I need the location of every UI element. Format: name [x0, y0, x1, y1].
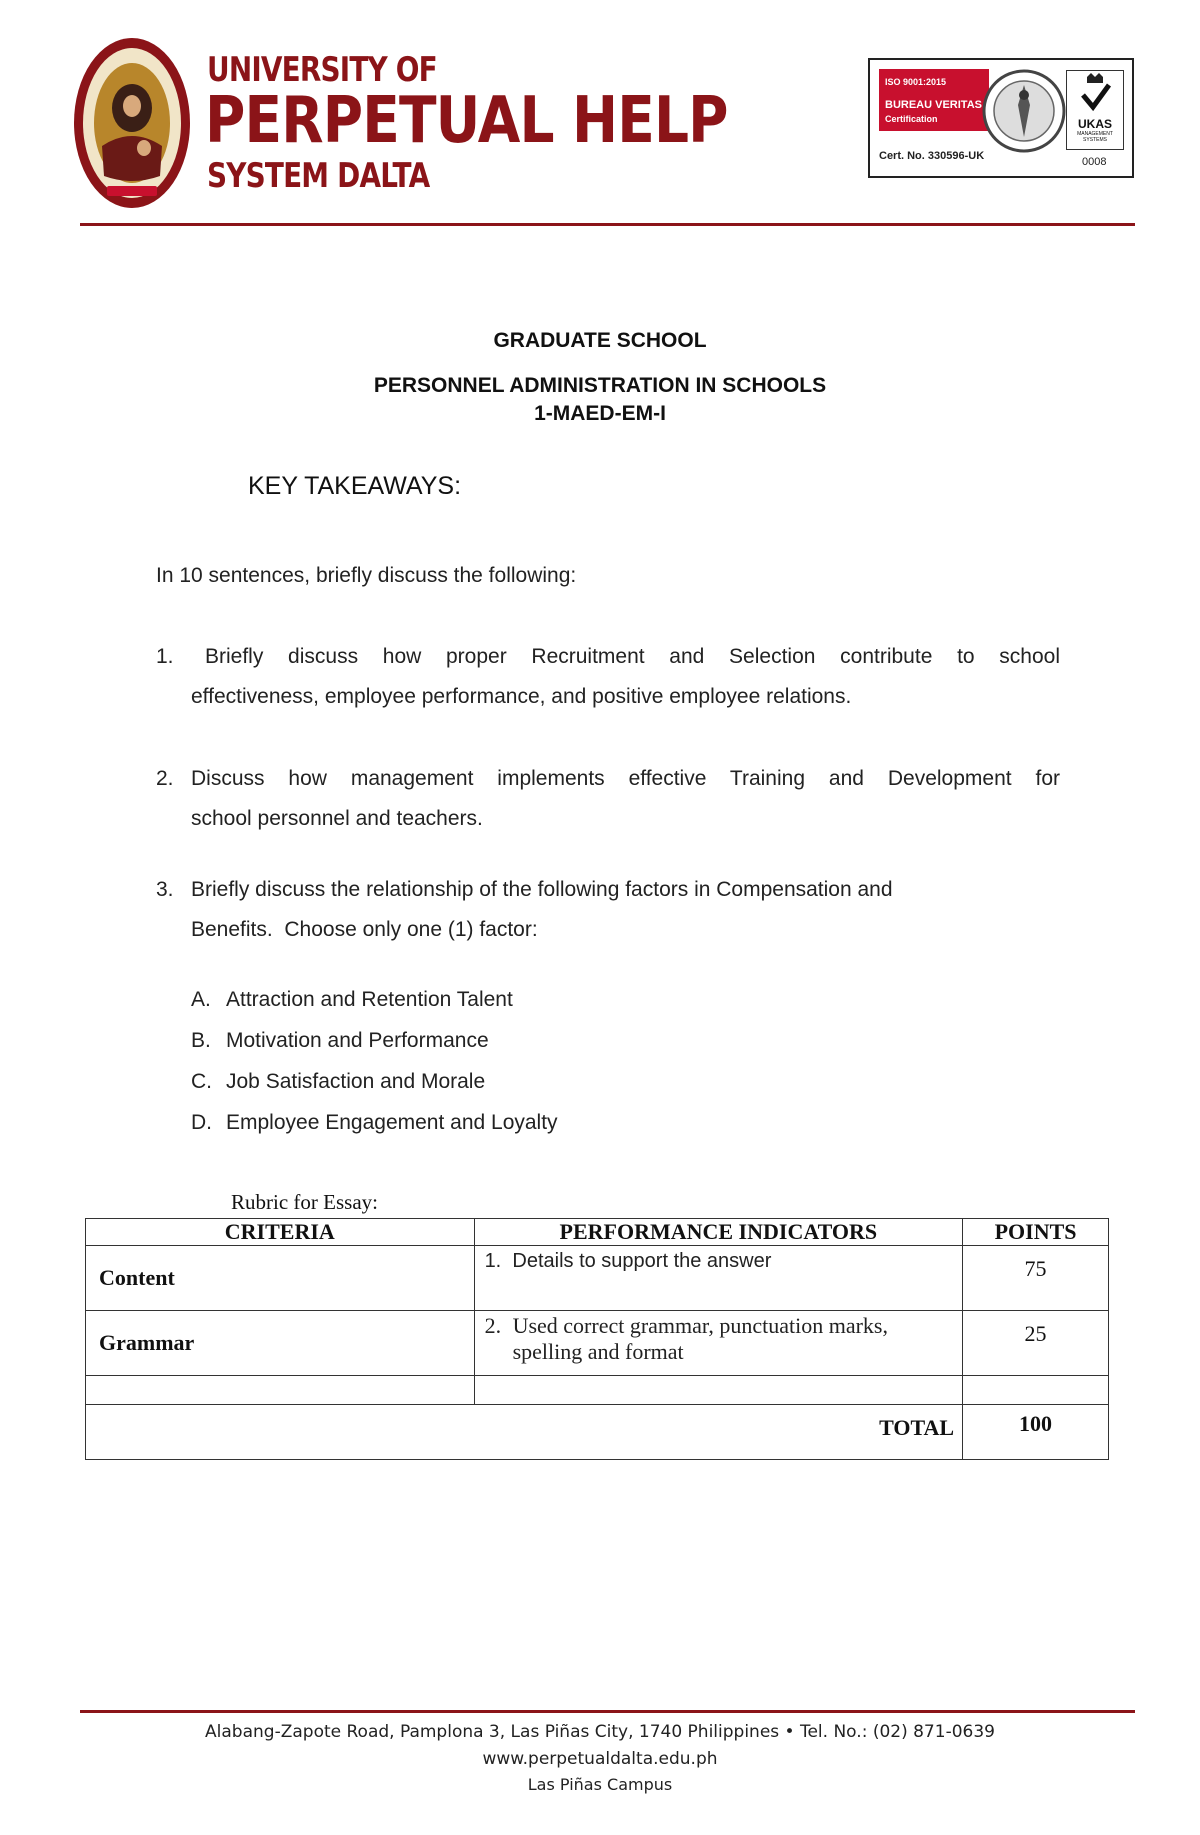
criteria-cell: Content — [86, 1246, 475, 1311]
empty-cell — [86, 1376, 475, 1405]
question-2-number: 2. — [156, 767, 174, 790]
indicator-cell — [474, 1311, 963, 1376]
factor-d-text: Employee Engagement and Loyalty — [226, 1111, 558, 1134]
ukas-crown-check-icon — [1067, 71, 1123, 115]
total-label: TOTAL — [86, 1405, 963, 1460]
iso-certification-badge — [868, 58, 1134, 178]
question-3-number: 3. — [156, 878, 174, 901]
points-header: POINTS — [963, 1219, 1109, 1246]
certification-label: Certification — [885, 114, 938, 124]
indicator-cell — [474, 1246, 963, 1311]
question-2-line-1: Discuss how management implements effective Training and Development for — [191, 767, 1060, 790]
university-seal — [72, 36, 192, 210]
factor-c-letter: C. — [191, 1070, 212, 1093]
factor-a-text: Attraction and Retention Talent — [226, 988, 513, 1011]
empty-row — [86, 1376, 1109, 1405]
empty-cell — [474, 1376, 963, 1405]
question-1-line-2: effectiveness, employee performance, and positive employee relations. — [191, 685, 852, 708]
section-code: 1-MAED-EM-I — [534, 402, 666, 425]
factor-b-letter: B. — [191, 1029, 211, 1052]
question-1-line-1: Briefly discuss how proper Recruitment and Selection contribute to school — [205, 645, 1060, 668]
factor-a-letter: A. — [191, 988, 211, 1011]
ukas-sub-label: MANAGEMENT SYSTEMS — [1077, 131, 1113, 143]
table-row — [86, 1246, 1109, 1311]
factor-b-text: Motivation and Performance — [226, 1029, 489, 1052]
footer-divider — [80, 1710, 1135, 1713]
factor-d-letter: D. — [191, 1111, 212, 1134]
rubric-title: Rubric for Essay: — [231, 1190, 378, 1214]
rubric-table — [85, 1218, 1109, 1460]
bureau-veritas-emblem-icon — [980, 67, 1068, 155]
brand-line-2: PERPETUAL HELP — [205, 84, 728, 158]
criteria-cell: Grammar — [86, 1311, 475, 1376]
total-row — [86, 1405, 1109, 1460]
footer-campus: Las Piñas Campus — [527, 1775, 673, 1794]
brand-line-1: UNIVERSITY OF — [207, 50, 437, 90]
bureau-veritas-label: BUREAU VERITAS — [885, 99, 982, 111]
criteria-header: CRITERIA — [86, 1219, 475, 1246]
table-row — [86, 1311, 1109, 1376]
question-3-line-1: Briefly discuss the relationship of the following factors in Compensation and — [191, 878, 893, 901]
instruction-text: In 10 sentences, briefly discuss the following: — [156, 564, 577, 587]
ukas-code: 0008 — [1082, 156, 1107, 168]
rubric-header-row — [86, 1219, 1109, 1246]
factor-c-text: Job Satisfaction and Morale — [226, 1070, 486, 1093]
question-2-line-2: school personnel and teachers. — [191, 807, 483, 830]
bureau-veritas-block — [879, 69, 989, 131]
footer-address: Alabang-Zapote Road, Pamplona 3, Las Piñas City, 1740 Philippines • Tel. No.: (02) 871-0639 — [205, 1722, 995, 1742]
cert-number: Cert. No. 330596-UK — [879, 150, 985, 162]
points-cell: 75 — [963, 1246, 1109, 1311]
question-1-number: 1. — [156, 645, 174, 668]
indicator-number: 2. — [484, 1313, 502, 1338]
question-3-line-2: Benefits. Choose only one (1) factor: — [191, 918, 538, 941]
total-value: 100 — [963, 1405, 1109, 1460]
indicator-text: Details to support the answer — [512, 1250, 772, 1272]
brand-line-3: SYSTEM DALTA — [207, 156, 430, 196]
iso-label: ISO 9001:2015 — [885, 77, 947, 87]
school-title: GRADUATE SCHOOL — [493, 329, 707, 352]
performance-indicators-header: PERFORMANCE INDICATORS — [474, 1219, 963, 1246]
indicator-number: 1. — [484, 1250, 502, 1272]
empty-cell — [963, 1376, 1109, 1405]
points-cell: 25 — [963, 1311, 1109, 1376]
course-title: PERSONNEL ADMINISTRATION IN SCHOOLS — [373, 374, 827, 397]
ukas-label: UKAS — [1077, 117, 1112, 131]
footer-website: www.perpetualdalta.edu.ph — [482, 1749, 718, 1769]
key-takeaways-heading: KEY TAKEAWAYS: — [248, 472, 462, 500]
indicator-text: Used correct grammar, punctuation marks, spelling and format — [512, 1313, 888, 1364]
header-divider — [80, 223, 1135, 226]
ukas-badge — [1066, 70, 1124, 150]
